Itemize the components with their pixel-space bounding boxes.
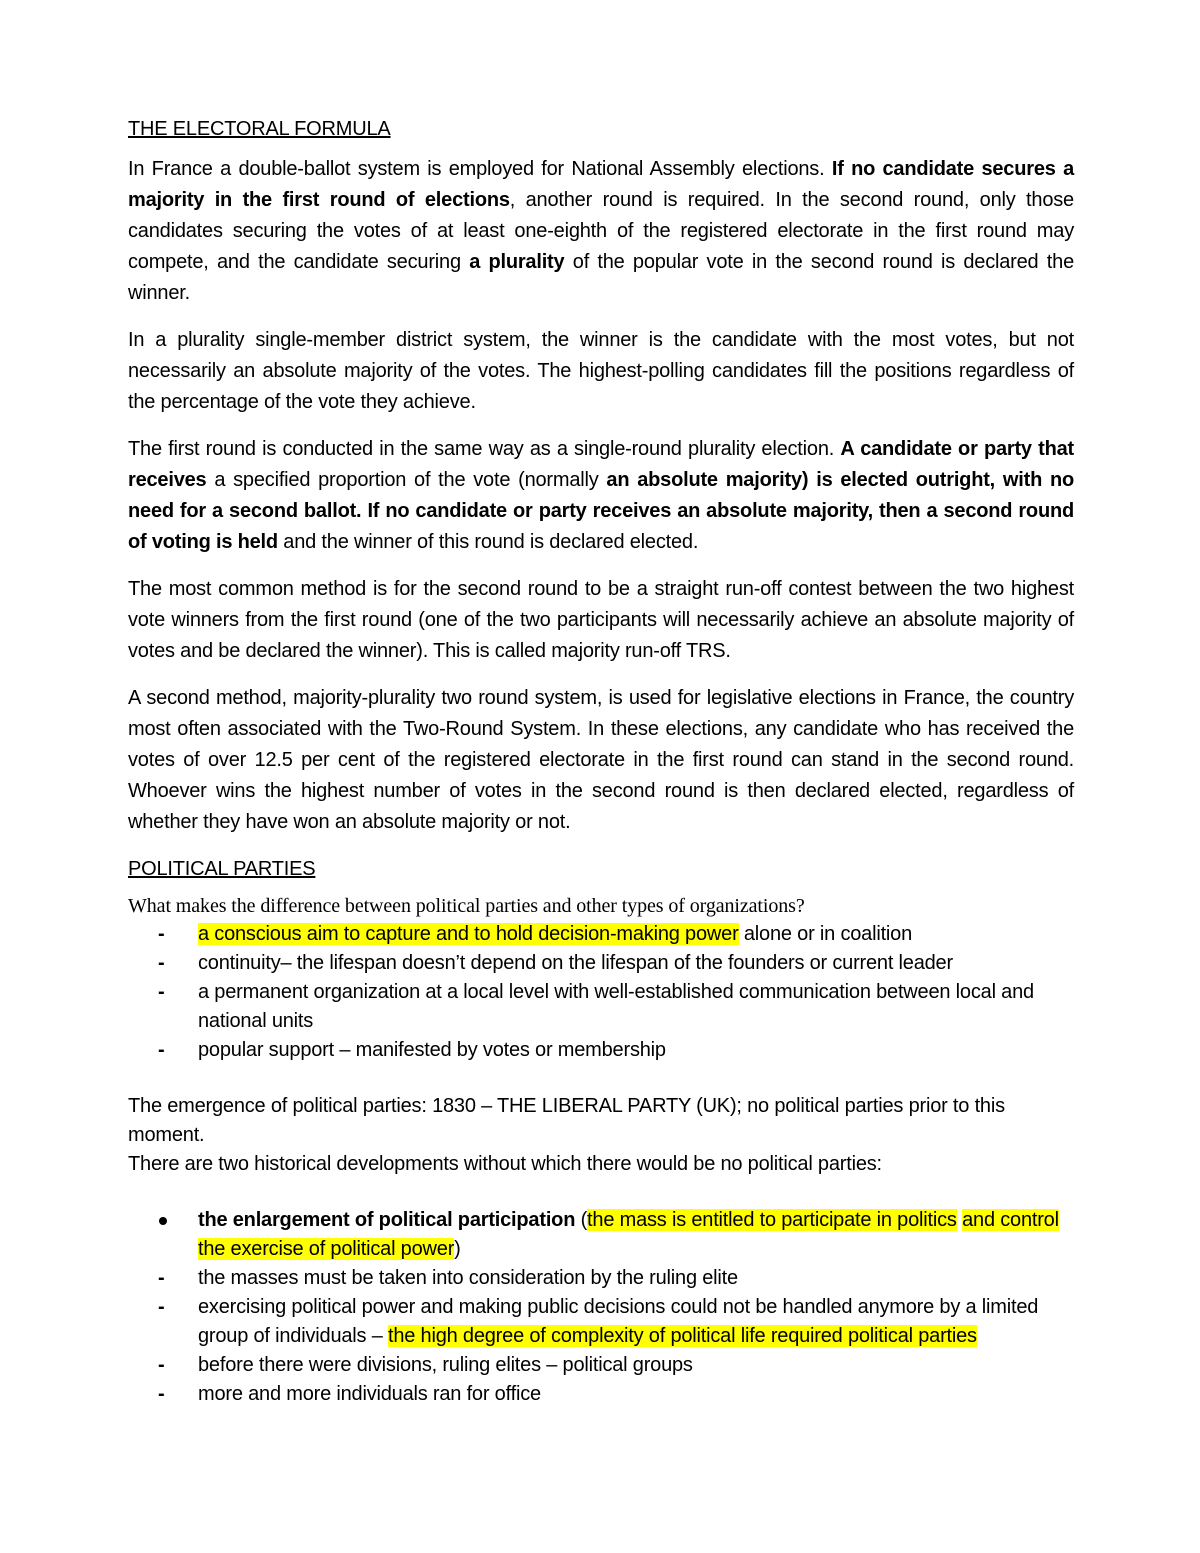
spacer: [128, 1179, 1074, 1206]
text-run: The first round is conducted in the same way as a single-round plurality election.: [128, 438, 841, 460]
list-item: [128, 1351, 1074, 1380]
bold-run: an absolute majority) is elected outright, with no need for a second ballot. If no candidate or party receives an absolute majority, then a second round of voting is held: [128, 469, 1074, 553]
paragraph-developments: There are two historical developments without which there would be no political parties:: [128, 1153, 882, 1175]
paragraph-emergence: The emergence of political parties: 1830 – THE LIBERAL PARTY (UK); no political parties prior to this moment.: [128, 1095, 1005, 1146]
list-item: [128, 1036, 1074, 1065]
highlighted-text: a conscious aim to capture and to hold decision-making power: [198, 923, 739, 945]
text-run: exercising political power and making public decisions could not be handled anymore by a limited group of individuals –: [198, 1296, 1039, 1347]
text-run: , another round is required. In the second round, only those candidates securing the votes of at least one-eighth of the registered electorate in the first round may compete, and the candidate securing: [128, 189, 1074, 273]
text-run: (: [575, 1209, 588, 1231]
section-heading-electoral-formula: THE ELECTORAL FORMULA: [128, 118, 391, 140]
text-run: popular support – manifested by votes or membership: [198, 1039, 666, 1061]
bold-run: A candidate or party that receives: [128, 438, 1074, 491]
list-item: [128, 1206, 1074, 1264]
paragraph-run-off: The most common method is for the second round to be a straight run-off contest between the two highest vote winners from the first round (one of the two participants will necessarily achieve an absolute majority of votes and be declared the winner). This is called majority run-off TRS.: [128, 578, 1074, 662]
highlighted-text: the mass is entitled to participate in politics: [587, 1209, 957, 1231]
text-run: a permanent organization at a local level with well-established communication between local and national units: [198, 981, 1034, 1032]
text-run: before there were divisions, ruling elites – political groups: [198, 1354, 693, 1376]
dash-marker: -: [158, 1383, 165, 1405]
list-item: [128, 1293, 1074, 1351]
paragraph-first-round: [128, 434, 1074, 558]
bold-run: If no candidate secures a majority in the first round of elections: [128, 158, 1074, 211]
dash-marker: -: [158, 952, 165, 974]
text-run: In France a double-ballot system is employed for National Assembly elections.: [128, 158, 832, 180]
list-item: [128, 978, 1074, 1036]
highlighted-text: the high degree of complexity of political life required political parties: [387, 1325, 977, 1347]
list-item: [128, 1264, 1074, 1293]
developments-list: [128, 1206, 1074, 1409]
list-item: [128, 920, 1074, 949]
dash-marker: -: [158, 981, 165, 1003]
text-run: the masses must be taken into consideration by the ruling elite: [198, 1267, 738, 1289]
dash-marker: -: [158, 1296, 165, 1318]
paragraph-majority-plurality: A second method, majority-plurality two round system, is used for legislative elections in France, the country most often associated with the Two-Round System. In these elections, any candidate who has received the votes of over 12.5 per cent of the registered electorate in the first round can stand in the second round. Whoever wins the highest number of votes in the second round is then declared elected, regardless of whether they have won an absolute majority or not.: [128, 687, 1074, 833]
dash-marker: -: [158, 1267, 165, 1289]
party-criteria-list: [128, 920, 1074, 1065]
text-run: alone or in coalition: [738, 923, 913, 945]
question-line: What makes the difference between political parties and other types of organizations?: [128, 895, 805, 917]
bold-run: the enlargement of political participation: [198, 1209, 576, 1231]
list-item: [128, 1380, 1074, 1409]
text-run: more and more individuals ran for office: [198, 1383, 541, 1405]
highlighted-text: and control the exercise of political power: [198, 1209, 1059, 1260]
paragraph-plurality-system: In a plurality single-member district system, the winner is the candidate with the most votes, but not necessarily an absolute majority of the votes. The highest-polling candidates fill the positions regardless of the percentage of the vote they achieve.: [128, 329, 1074, 413]
text-run: ): [454, 1238, 461, 1260]
spacer: [128, 1065, 1074, 1092]
section-heading-political-parties: POLITICAL PARTIES: [128, 858, 316, 880]
dash-marker: -: [158, 1039, 165, 1061]
list-item: [128, 949, 1074, 978]
dash-marker: -: [158, 1354, 165, 1376]
text-run: a specified proportion of the vote (normally: [206, 469, 607, 491]
bold-run: a plurality: [469, 251, 565, 273]
bullet-dot-icon: [159, 1217, 167, 1225]
text-run: continuity– the lifespan doesn’t depend on the lifespan of the founders or current leader: [198, 952, 953, 974]
dash-marker: -: [158, 923, 165, 945]
text-run: and the winner of this round is declared elected.: [277, 531, 699, 553]
text-run: of the popular vote in the second round is declared the winner.: [128, 251, 1075, 304]
paragraph-double-ballot: [128, 154, 1074, 309]
